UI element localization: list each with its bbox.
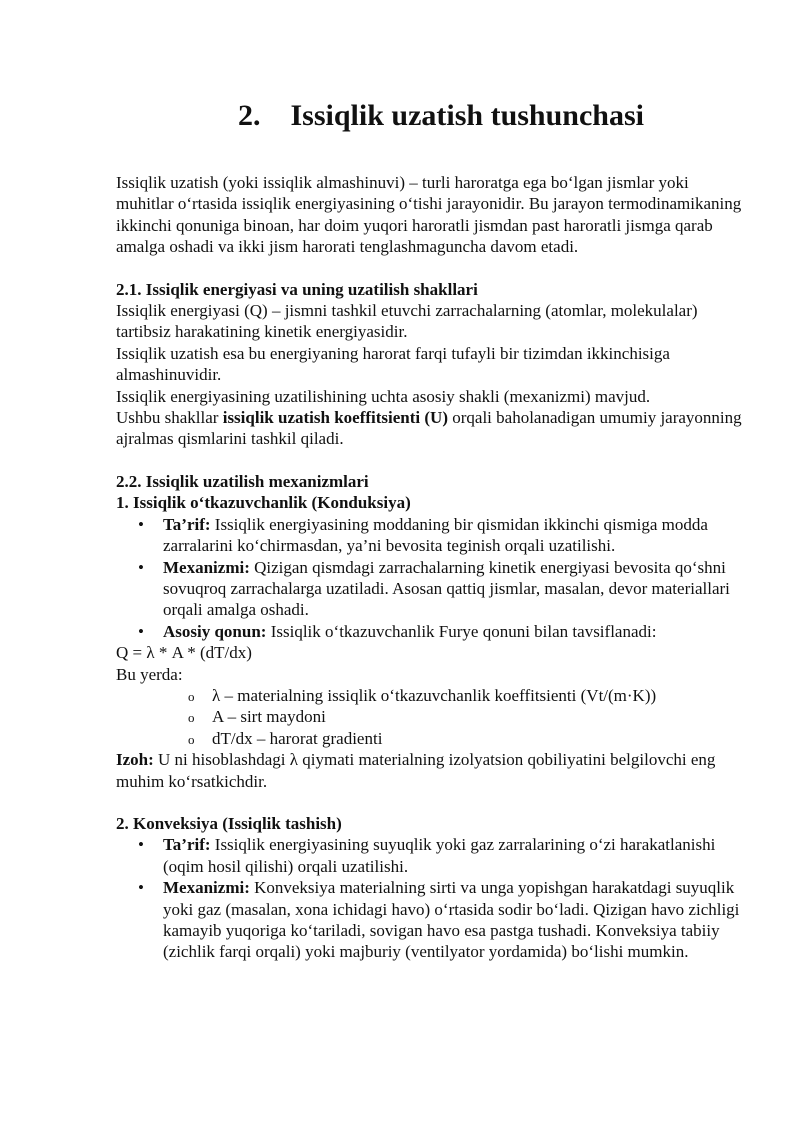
convection-bullet-list — [116, 834, 746, 962]
section-2-1-heading — [116, 279, 746, 300]
list-item — [163, 514, 746, 557]
section-2-1-paragraph-2: Issiqlik uzatish esa bu energiyaning harorat farqi tufayli bir tizimdan ikkinchisiga almashinuvidir. — [116, 343, 670, 385]
list-item: o A – sirt maydoni — [212, 706, 746, 727]
p4-post: orqali baholanadigan umumiy jarayonning ajralmas qismlarini tashkil qiladi. — [116, 408, 742, 449]
note-label: Izoh: — [116, 750, 154, 770]
page-title — [0, 96, 800, 136]
section-2-1-paragraph-1: Issiqlik energiyasi (Q) – jismni tashkil etuvchi zarrachalarning (atomlar, molekulalar) tartibsiz harakatining kinetik energiyasidir. — [116, 301, 698, 342]
title-text: Issiqlik uzatish tushunchasi — [290, 99, 644, 132]
title-number: 2. — [238, 99, 261, 132]
intro-paragraph: Issiqlik uzatish (yoki issiqlik almashinuvi) – turli haroratga ega bo‘lgan jismlar yoki muhitlar o‘rtasida issiqlik energiyasining o‘tishi jarayonidir. Bu jarayon termodinamikaning ikkinchi qonuniga binoan, har doim yuqori haroratli jismdan past haroratli jismga qarab amalga oshadi va ikki jism harorati tenglashmaguncha davom etadi. — [116, 173, 742, 257]
section-2-2-heading — [116, 471, 746, 492]
list-item: o λ – materialning issiqlik o‘tkazuvchanlik koeffitsienti (Vt/(m·K)) — [212, 685, 746, 706]
bullet-label: Ta’rif: — [163, 835, 211, 855]
bullet-text: Issiqlik energiyasining moddaning bir qismidan ikkinchi qismiga modda zarralarini ko‘chirmasdan, ya’ni bevosita teginish orqali uzatilishi. — [163, 514, 708, 556]
bullet-label: Mexanizmi: — [163, 557, 250, 577]
conduction-heading — [116, 492, 746, 513]
spacer — [116, 792, 746, 813]
p4-bold-term: issiqlik uzatish koeffitsienti (U) — [222, 408, 448, 428]
list-item — [163, 557, 746, 621]
list-item — [163, 834, 746, 877]
bullet-text: Qizigan qismdagi zarrachalarning kinetik energiyasi bevosita qo‘shni sovuqroq zarrachalarga uzatiladi. Asosan qattiq jismlar, masalan, devor materiallari orqali amalga oshadi. — [163, 557, 730, 620]
spacer — [116, 450, 746, 471]
section-2-1-heading-text: 2.1. Issiqlik energiyasi va uning uzatilish shakllari — [116, 279, 478, 299]
bullet-text: Issiqlik energiyasining suyuqlik yoki gaz zarralarining o‘zi harakatlanishi (oqim hosil qilishi) orqali uzatilishi. — [163, 835, 716, 876]
convection-heading — [116, 813, 746, 834]
convection-heading-text: 2. Konveksiya (Issiqlik tashish) — [116, 813, 342, 833]
fourier-formula: Q = λ * A * (dT/dx) — [116, 643, 252, 663]
note-text: U ni hisoblashdagi λ qiymati materialning izolyatsion qobiliyatini belgilovchi eng muhim ko‘rsatkichdir. — [116, 750, 716, 791]
list-item — [163, 877, 746, 963]
section-2-1-paragraph-3: Issiqlik energiyasining uzatilishining uchta asosiy shakli (mexanizmi) mavjud. — [116, 386, 651, 406]
section-2-2-heading-text: 2.2. Issiqlik uzatilish mexanizmlari — [116, 471, 369, 491]
bullet-label: Asosiy qonun: — [163, 621, 267, 641]
conduction-bullet-list — [116, 514, 746, 642]
bullet-label: Mexanizmi: — [163, 878, 250, 898]
where-label: Bu yerda: — [116, 664, 183, 684]
note-paragraph — [116, 749, 746, 792]
conduction-heading-text: 1. Issiqlik o‘tkazuvchanlik (Konduksiya) — [116, 493, 411, 513]
section-2-1-paragraph-4 — [116, 407, 746, 450]
p4-pre: Ushbu shakllar — [116, 408, 223, 428]
spacer — [116, 258, 746, 279]
bullet-text: Issiqlik o‘tkazuvchanlik Furye qonuni bilan tavsiflanadi: — [266, 621, 657, 641]
list-item: o dT/dx – harorat gradienti — [212, 728, 746, 749]
list-item — [163, 621, 746, 642]
formula-terms-list — [116, 685, 746, 749]
bullet-label: Ta’rif: — [163, 514, 211, 534]
bullet-text: Konveksiya materialning sirti va unga yopishgan harakatdagi suyuqlik yoki gaz (masalan, xona ichidagi havo) o‘rtasida sodir bo‘ladi. Qizigan havo zichligi kamayib yuqoriga ko‘tariladi, sovigan havo esa pastga tushadi. Konveksiya tabiiy (zichlik farqi orqali) yoki majburiy (ventilyator yordamida) bo‘lishi mumkin. — [163, 878, 740, 962]
document-body — [116, 172, 746, 963]
